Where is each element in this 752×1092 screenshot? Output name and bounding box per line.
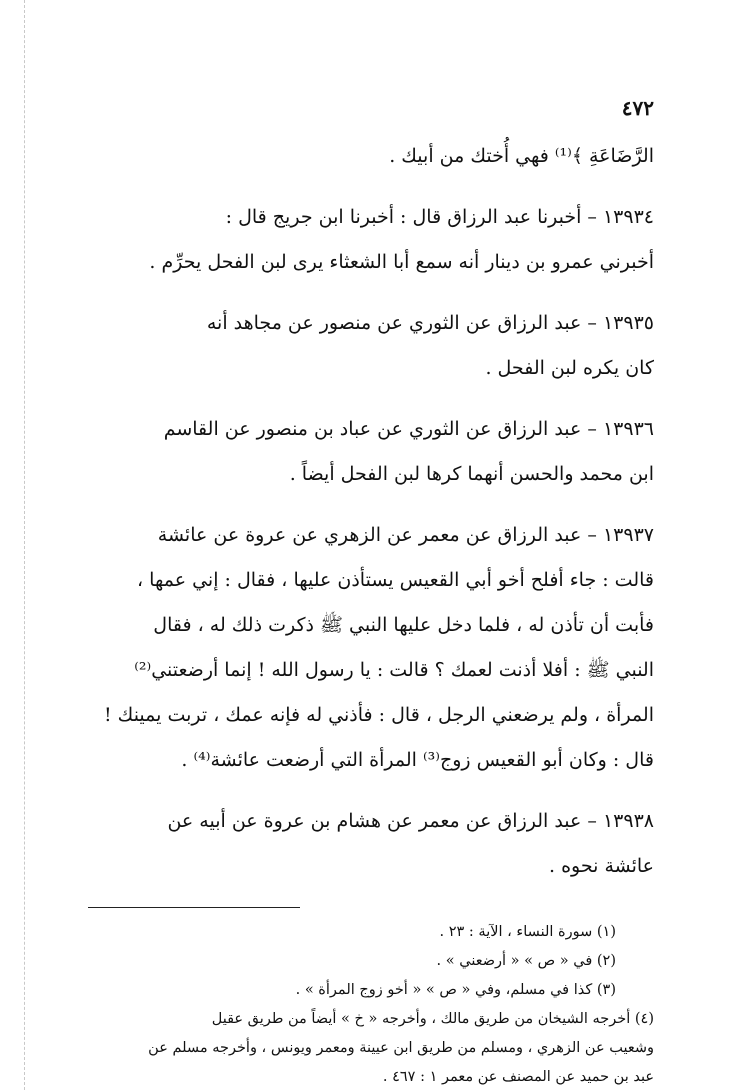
book-page bbox=[88, 96, 654, 1092]
page-edge-line bbox=[24, 0, 25, 1090]
text-line: ١٣٩٣٥ – عبد الرزاق عن الثوري عن منصور عن مجاهد أنه bbox=[206, 312, 654, 334]
text-line: أخبرني عمرو بن دينار أنه سمع أبا الشعثاء يرى لبن الفحل يحرِّم . bbox=[149, 251, 654, 273]
footnote-line: وشعيب عن الزهري ، ومسلم من طريق ابن عيينة ومعمر ويونس ، وأخرجه مسلم عن bbox=[148, 1040, 654, 1056]
footnotes bbox=[88, 918, 654, 1092]
page-number: ٤٧٢ bbox=[621, 96, 654, 120]
text-line: فأبت أن تأذن له ، فلما دخل عليها النبي ﷺ ذكرت ذلك له ، فقال bbox=[153, 614, 654, 636]
text-line: ابن محمد والحسن أنهما كرها لبن الفحل أيضاً . bbox=[289, 463, 654, 485]
text-line: الرَّضَاعَةِ ﴾⁽¹⁾ فهي أُختك من أبيك . bbox=[389, 145, 654, 167]
paragraph bbox=[88, 301, 654, 391]
footnote-line: (٣) كذا في مسلم، وفي « ص » « أخو زوج المرأة » . bbox=[295, 982, 616, 998]
footnote-line: (٢) في « ص » « أرضعني » . bbox=[436, 953, 616, 969]
footnote-line: (١) سورة النساء ، الآية : ٢٣ . bbox=[439, 924, 616, 940]
text-line: قالت : جاء أفلح أخو أبي القعيس يستأذن عليها ، فقال : إني عمها ، bbox=[136, 569, 654, 591]
text-line: ١٣٩٣٤ – أخبرنا عبد الرزاق قال : أخبرنا ابن جريج قال : bbox=[225, 206, 654, 228]
paragraph bbox=[88, 407, 654, 497]
paragraph bbox=[88, 513, 654, 783]
text-line: المرأة ، ولم يرضعني الرجل ، قال : فأذني له فإنه عمك ، تربت يمينك ! bbox=[104, 704, 654, 726]
text-line: النبي ﷺ : أفلا أذنت لعمك ؟ قالت : يا رسول الله ! إنما أرضعتني⁽²⁾ bbox=[134, 659, 654, 681]
footnote-line: عبد بن حميد عن المصنف عن معمر ١ : ٤٦٧ . bbox=[382, 1069, 654, 1085]
hadith-text bbox=[88, 134, 654, 889]
paragraph bbox=[88, 195, 654, 285]
text-line: عائشة نحوه . bbox=[549, 855, 654, 877]
footnote-line: (٤) أخرجه الشيخان من طريق مالك ، وأخرجه « خ » أيضاً من طريق عقيل bbox=[211, 1011, 654, 1027]
text-line: ١٣٩٣٨ – عبد الرزاق عن معمر عن هشام بن عروة عن أبيه عن bbox=[167, 810, 654, 832]
text-line: قال : وكان أبو القعيس زوج⁽³⁾ المرأة التي أرضعت عائشة⁽⁴⁾ . bbox=[181, 749, 654, 771]
footnote-separator bbox=[88, 907, 300, 908]
text-line: كان يكره لبن الفحل . bbox=[485, 357, 654, 379]
paragraph bbox=[88, 134, 654, 179]
text-line: ١٣٩٣٧ – عبد الرزاق عن معمر عن الزهري عن عروة عن عائشة bbox=[157, 524, 654, 546]
text-line: ١٣٩٣٦ – عبد الرزاق عن الثوري عن عباد بن منصور عن القاسم bbox=[163, 418, 654, 440]
paragraph bbox=[88, 799, 654, 889]
